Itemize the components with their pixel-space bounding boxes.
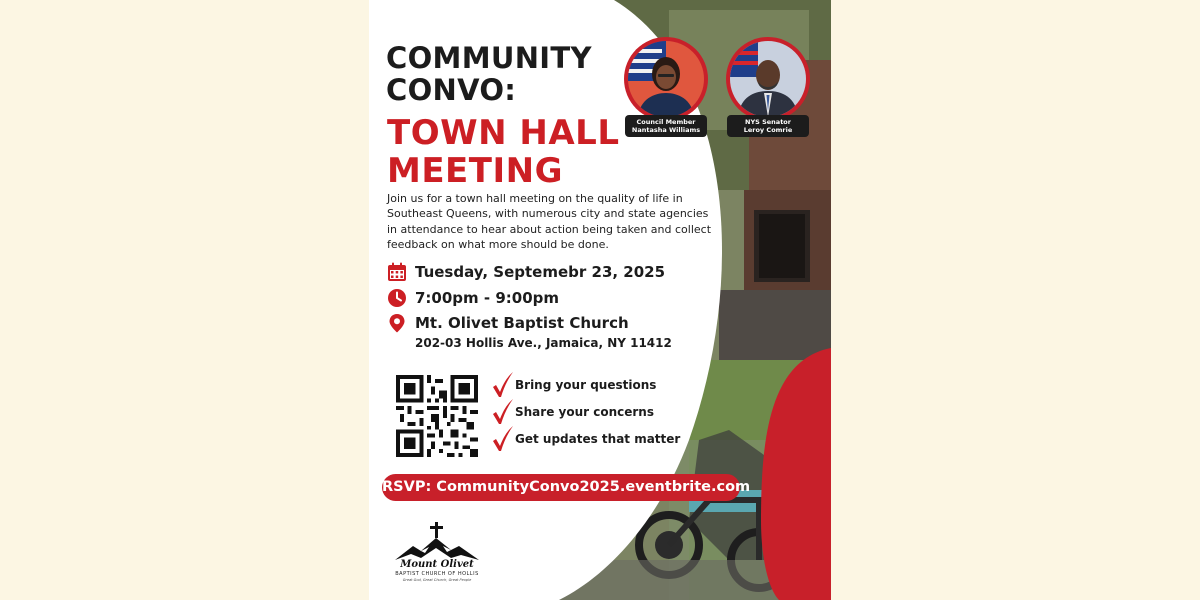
speaker-photo bbox=[726, 37, 810, 121]
event-flyer bbox=[369, 0, 831, 600]
page-title bbox=[386, 42, 592, 106]
rsvp-link[interactable]: RSVP: CommunityConvo2025.eventbrite.com bbox=[382, 474, 740, 501]
page-subtitle bbox=[387, 114, 620, 190]
event-venue-row bbox=[387, 313, 629, 333]
speaker-label bbox=[625, 115, 707, 137]
title-line-1: COMMUNITY bbox=[386, 41, 592, 75]
event-description: Join us for a town hall meeting on the quality of life in Southeast Queens, with numerous city and state agencies in attendance to hear about action being taken and collect feedback on what more should be done. bbox=[387, 192, 712, 251]
speaker-role: Council Member bbox=[636, 118, 696, 126]
checklist-item bbox=[492, 372, 656, 398]
checkmark-icon bbox=[492, 399, 514, 425]
logo-name: Mount Olivet bbox=[400, 559, 474, 570]
speaker-photo bbox=[624, 37, 708, 121]
speaker-portrait-icon bbox=[730, 41, 806, 117]
event-address: 202-03 Hollis Ave., Jamaica, NY 11412 bbox=[415, 336, 672, 350]
event-time-row bbox=[387, 288, 559, 308]
subtitle-line-1: TOWN HALL bbox=[387, 113, 620, 153]
event-time: 7:00pm - 9:00pm bbox=[415, 289, 560, 307]
checklist-item-label: Bring your questions bbox=[515, 378, 657, 392]
checklist-item bbox=[492, 399, 654, 425]
title-line-2: CONVO: bbox=[386, 73, 517, 107]
location-pin-icon bbox=[387, 313, 407, 333]
speaker-label bbox=[727, 115, 809, 137]
logo-subtitle: BAPTIST CHURCH OF HOLLIS bbox=[395, 571, 479, 577]
speaker-name: Nantasha Williams bbox=[631, 126, 701, 134]
checkmark-icon bbox=[492, 372, 514, 398]
calendar-icon bbox=[387, 262, 407, 282]
speaker-role: NYS Senator bbox=[745, 118, 791, 126]
speaker-name: Leroy Comrie bbox=[743, 126, 793, 134]
checklist-item-label: Get updates that matter bbox=[515, 432, 681, 446]
qr-code-icon[interactable] bbox=[396, 375, 478, 457]
checkmark-icon bbox=[492, 426, 514, 452]
clock-icon bbox=[387, 288, 407, 308]
event-date-row bbox=[387, 262, 665, 282]
checklist-item-label: Share your concerns bbox=[515, 405, 654, 419]
event-venue: Mt. Olivet Baptist Church bbox=[415, 314, 629, 332]
speaker-portrait-icon bbox=[628, 41, 704, 117]
logo-tagline: Great God, Great Church, Great People bbox=[402, 578, 472, 582]
checklist-item bbox=[492, 426, 680, 452]
subtitle-line-2: MEETING bbox=[387, 151, 563, 191]
event-date: Tuesday, Septemebr 23, 2025 bbox=[415, 263, 666, 281]
